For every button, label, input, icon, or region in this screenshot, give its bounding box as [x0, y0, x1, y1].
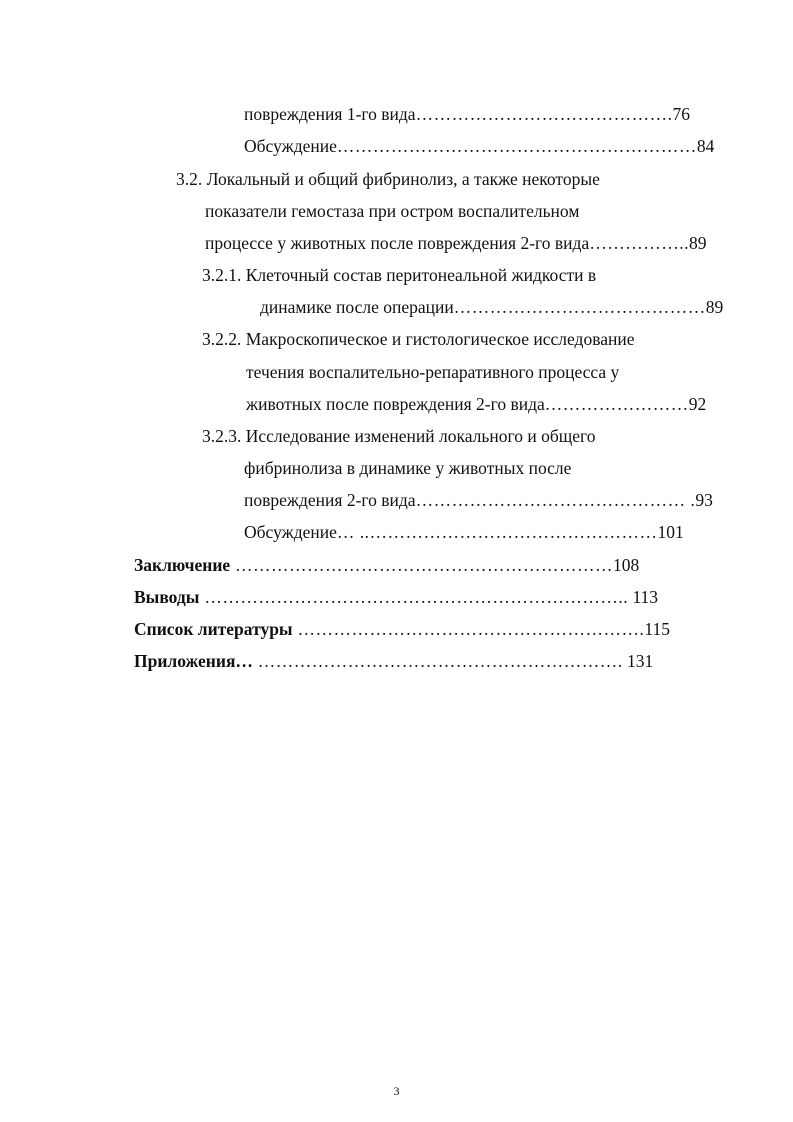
- toc-entry-text: 3.2. Локальный и общий фибринолиз, а также некоторые: [176, 169, 600, 189]
- page-number: 3: [393, 1084, 400, 1098]
- toc-entry-text: Обсуждение: [244, 522, 337, 542]
- toc-entry-page: 76: [672, 104, 690, 124]
- toc-entry: [246, 362, 619, 382]
- toc-entry: [134, 619, 670, 639]
- toc-entry-leader: ……………………………………………………: [336, 136, 697, 156]
- toc-entry-leader: ………………………………………………….: [292, 619, 645, 639]
- toc-entry-leader: ……………………………………… .: [415, 490, 696, 510]
- toc-entry-page: 89: [705, 297, 724, 317]
- toc-entry: [134, 587, 658, 607]
- toc-entry-leader: … ..…………………………………………: [336, 522, 658, 542]
- toc-entry: [244, 522, 684, 542]
- toc-entry-text: динамике после операции: [260, 297, 454, 317]
- toc-entry-text: Обсуждение: [244, 136, 337, 156]
- toc-entry-leader: ……………..: [589, 233, 689, 253]
- toc-entry: [244, 490, 713, 510]
- toc-entry: [134, 555, 639, 575]
- toc-entry: [244, 136, 714, 156]
- toc-entry-leader: ………………………………………………………: [230, 555, 614, 575]
- toc-entry-page: 113: [628, 587, 659, 607]
- toc-entry-page: 93: [695, 490, 713, 510]
- toc-entry-leader: …………………………………….: [415, 104, 673, 124]
- toc-entry-text: фибринолиза в динамике у животных после: [244, 458, 572, 478]
- toc-entry-text: повреждения 1-го вида: [244, 104, 416, 124]
- toc-entry-text: Приложения…: [134, 651, 253, 671]
- toc-entry-text: 3.2.3. Исследование изменений локального и общего: [202, 426, 596, 446]
- toc-entry: [205, 201, 579, 221]
- toc-entry-page: 115: [644, 619, 670, 639]
- toc-entry-page: 92: [688, 394, 707, 414]
- toc-entry: [244, 104, 690, 124]
- toc-entry-page: 101: [657, 522, 684, 542]
- toc-entry-page: 108: [613, 555, 640, 575]
- toc-entry-page: 89: [688, 233, 707, 253]
- toc-entry: [134, 651, 653, 671]
- toc-entry-text: животных после повреждения 2-го вида: [246, 394, 545, 414]
- toc-entry-text: повреждения 2-го вида: [244, 490, 416, 510]
- toc-entry-text: 3.2.1. Клеточный состав перитонеальной жидкости в: [202, 265, 597, 285]
- toc-entry-page: 131: [622, 651, 654, 671]
- toc-entry-leader: ……………………………………………………………..: [199, 587, 629, 607]
- toc-entry-leader: …………………………………………………….: [252, 651, 623, 671]
- toc-entry-text: течения воспалительно-репаративного процесса у: [246, 362, 620, 382]
- toc-entry: [205, 233, 706, 253]
- toc-entry: [246, 394, 706, 414]
- toc-entry-text: Заключение: [134, 555, 231, 575]
- toc-entry-text: Выводы: [134, 587, 200, 607]
- toc-entry: [176, 169, 600, 189]
- toc-entry-leader: ……………………………………: [453, 297, 706, 317]
- toc-entry-text: Список литературы: [134, 619, 293, 639]
- toc-entry: [202, 265, 596, 285]
- toc-entry: [244, 458, 571, 478]
- toc-entry: [202, 426, 595, 446]
- toc-entry-text: процессе у животных после повреждения 2-го вида: [205, 233, 590, 253]
- toc-entry-leader: ……………………: [544, 394, 689, 414]
- toc-entry-text: показатели гемостаза при остром воспалительном: [205, 201, 580, 221]
- toc-entry: [260, 297, 723, 317]
- toc-entry: [202, 329, 635, 349]
- toc-entry-page: 84: [696, 136, 715, 156]
- toc-entry-text: 3.2.2. Макроскопическое и гистологическое исследование: [202, 329, 635, 349]
